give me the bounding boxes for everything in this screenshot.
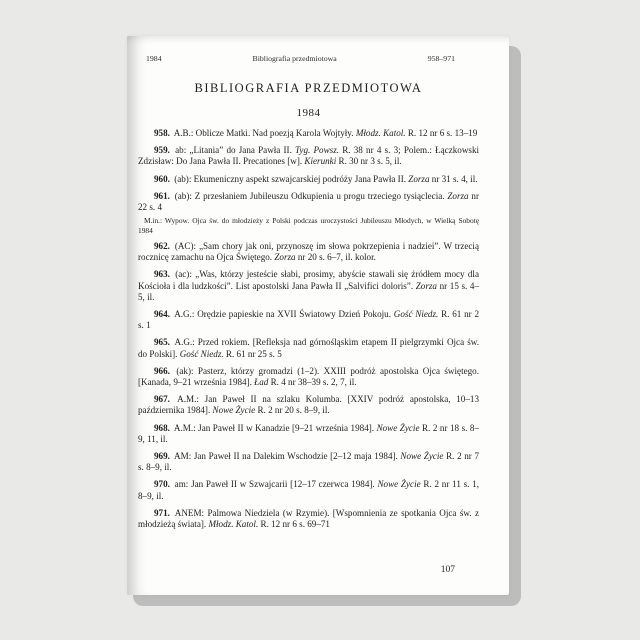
journal-title: Gość Niedz. (393, 309, 439, 320)
bibliography-entry (138, 508, 479, 530)
entry-number: 967. (154, 394, 170, 405)
bibliography-entry (138, 269, 479, 303)
journal-title: Nowe Życie (400, 451, 444, 462)
book-page (127, 36, 509, 595)
entry-number: 970. (154, 479, 170, 490)
journal-title: Zorza (415, 280, 437, 291)
entry-text: R. 4 nr 38–39 s. 2, 7, il. (268, 377, 357, 388)
entry-text: R. 2 nr 20 s. 8–9, il. (255, 405, 330, 416)
entry-number: 968. (154, 422, 170, 433)
bibliography-entry (138, 479, 479, 501)
entry-text: R. 2 nr 11 s. 1, 8–9, il. (138, 479, 480, 501)
year-heading: 1984 (296, 107, 321, 119)
entry-text: nr 22 s. 4 (138, 190, 479, 213)
journal-title: Nowe Życie (212, 405, 256, 416)
bibliography-entry (138, 309, 479, 331)
entry-text: ANEM: Palmowa Niedziela (w Rzymie). [Wspomnienia ze spotkania Ojca św. z młodzieżą świata]. (138, 507, 479, 530)
entry-text: (ac): „Was, którzy jesteście słabi, prosimy, abyście stawali się źródłem mocy dla Kościoła i dla ludzkości”. List apostolski Jana Pawła II „Salvifici doloris”. (138, 269, 479, 291)
journal-title: Zorza (274, 252, 296, 263)
entry-text: (ab): Ekumeniczny aspekt szwajcarskiej podróży Jana Pawła II. (171, 173, 409, 184)
entry-text: nr 20 s. 6–7, il. kolor. (295, 252, 376, 263)
journal-title: Kierunki (304, 156, 337, 167)
entry-text: R. 12 nr 6 s. 13–19 (405, 128, 478, 138)
entry-number: 964. (154, 309, 170, 320)
entry-text: R. 61 nr 25 s. 5 (223, 348, 282, 359)
bibliography-entry (138, 191, 479, 213)
page-title: BIBLIOGRAFIA PRZEDMIOTOWA (194, 81, 423, 95)
entry-number: 958. (154, 128, 170, 138)
entry-number: 961. (154, 190, 170, 201)
entry-text: (ab): Z przesłaniem Jubileuszu Odkupienia u progu trzeciego tysiąclecia. (171, 190, 448, 201)
entry-text: A.B.: Oblicze Matki. Nad poezją Karola Wojtyły. (171, 128, 356, 138)
entry-number: 969. (154, 451, 170, 462)
entry-number: 965. (154, 337, 170, 348)
entry-note: M.in.: Wypow. Ojca św. do młodzieży z Polski podczas uroczystości Jubileuszu Młodych, w Wielką Sobotę 1984 (138, 216, 479, 235)
bibliography-entry (138, 394, 479, 416)
entry-text: nr 15 s. 4–5, il. (138, 280, 479, 302)
journal-title: Ład (254, 377, 269, 388)
entries-list (138, 128, 479, 530)
journal-title: Zorza (408, 173, 430, 184)
entry-text: R. 12 nr 6 s. 69–71 (258, 519, 330, 530)
journal-title: Zorza (447, 190, 469, 201)
bibliography-entry (138, 241, 479, 263)
journal-title: Gość Niedz. (179, 348, 224, 359)
entry-number: 960. (154, 173, 170, 184)
bibliography-entry (138, 145, 479, 167)
running-head-entry-range: 958–971 (427, 54, 455, 63)
bibliography-entry (138, 423, 479, 445)
running-head-year: 1984 (146, 54, 162, 63)
entry-text: AM: Jan Paweł II na Dalekim Wschodzie [2–12 maja 1984]. (171, 451, 401, 462)
journal-title: Nowe Życie (376, 422, 420, 433)
entry-text: am: Jan Paweł II w Szwajcarii [12–17 czerwca 1984]. (171, 479, 378, 490)
entry-number: 971. (154, 507, 170, 518)
entry-text: R. 38 nr 4 s. 3; Polem.: Łączkowski Zdzisław: Do Jana Pawła II. Precationes [w]. (138, 145, 480, 167)
entry-number: 959. (154, 145, 170, 156)
entry-text: (AC): „Sam chory jak oni, przynoszę im słowa pokrzepienia i nadziei”. W trzecią rocznicę zamachu na Ojca Świętego. (138, 241, 479, 263)
journal-title: Nowe Życie (377, 479, 421, 490)
entry-text: A.M.: Jan Paweł II w Kanadzie [9–21 września 1984]. (171, 422, 377, 433)
entry-text: R. 30 nr 3 s. 5, il. (336, 156, 402, 167)
journal-title: Młodz. Katol. (355, 128, 406, 138)
entry-number: 962. (154, 241, 170, 252)
journal-title: Tyg. Powsz. (295, 145, 340, 156)
entry-text: A.G.: Przed rokiem. [Refleksja nad górnośląskim etapem II pielgrzymki Ojca św. do Polski]. (138, 337, 479, 359)
bibliography-entry (138, 174, 479, 185)
entry-text: ab: „Litania” do Jana Pawła II. (171, 145, 296, 156)
entry-number: 966. (154, 365, 170, 376)
bibliography-entry (138, 451, 479, 473)
page-number: 107 (440, 565, 455, 575)
running-head-title: Bibliografia przedmiotowa (252, 54, 337, 63)
entry-text: A.M.: Jan Paweł II na szlaku Kolumba. [XXIV podróż apostolska, 10–13 października 1984]. (138, 394, 479, 416)
entry-text: R. 2 nr 18 s. 8–9, 11, il. (138, 422, 479, 444)
entry-text: (ak): Pasterz, którzy gromadzi (1–2). XXIII podróż apostolska Ojca świętego. [Kanada, 9–21 września 1984]. (138, 365, 479, 388)
entry-text: nr 31 s. 4, il. (429, 173, 478, 184)
entry-text: A.G.: Orędzie papieskie na XVII Światowy Dzień Pokoju. (171, 309, 394, 320)
entry-text: R. 61 nr 2 s. 1 (138, 309, 480, 331)
page-content (127, 36, 509, 530)
entry-number: 963. (154, 269, 170, 280)
entry-text: R. 2 nr 7 s. 8–9, il. (138, 451, 479, 473)
bibliography-entry (138, 366, 479, 388)
running-head (138, 54, 479, 63)
journal-title: Młodz. Katol. (208, 519, 259, 530)
bibliography-entry (138, 128, 479, 139)
bibliography-entry (138, 337, 479, 359)
